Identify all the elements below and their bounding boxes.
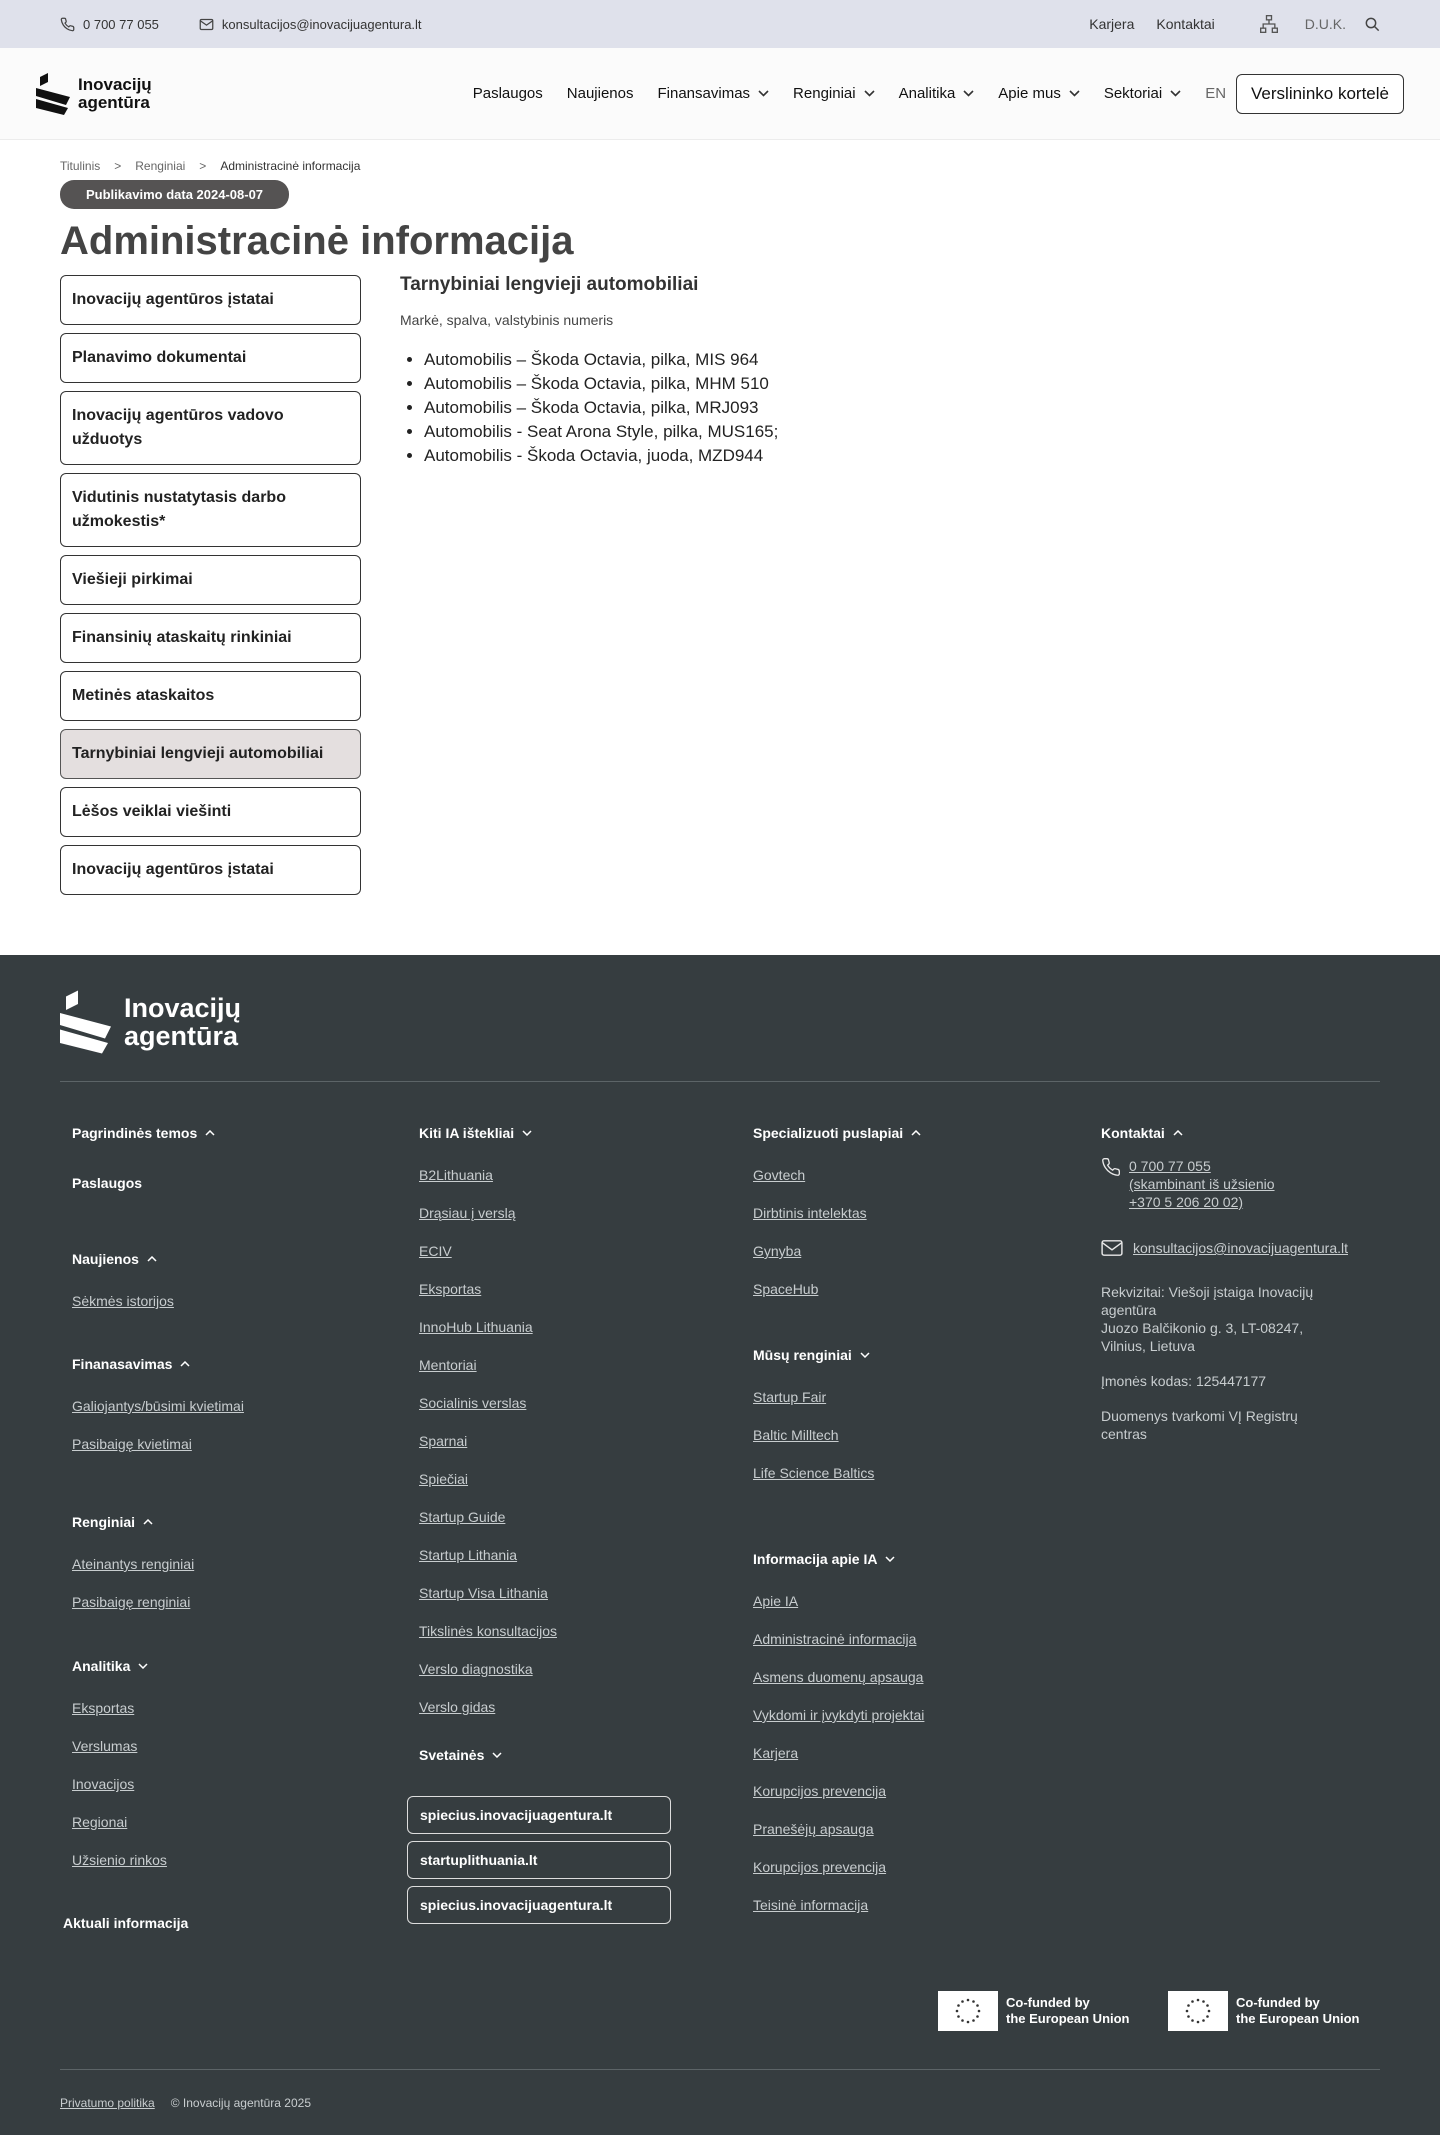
eu-flag-icon [1168, 1991, 1228, 2031]
footer-link[interactable]: Verslo gidas [419, 1699, 496, 1715]
footer-heading-naujienos[interactable] [72, 1251, 157, 1267]
footer-heading-text: Finanasavimas [72, 1356, 173, 1372]
sidebar-item[interactable]: Metinės ataskaitos [60, 671, 361, 721]
vehicle-list [400, 348, 778, 468]
chevron-up-icon [205, 1130, 215, 1136]
footer-link[interactable]: Verslumas [72, 1738, 138, 1754]
chevron-down-icon [522, 1130, 532, 1136]
eu-text [1006, 1995, 1130, 2027]
footer-heading-svetaines[interactable] [419, 1747, 502, 1763]
footer-link[interactable]: Verslo diagnostika [419, 1661, 533, 1677]
footer-link[interactable]: Karjera [753, 1745, 799, 1761]
nav-naujienos[interactable] [567, 85, 634, 102]
article-heading: Tarnybiniai lengvieji automobiliai [400, 274, 699, 295]
footer-heading-musu-renginiai[interactable] [753, 1347, 870, 1363]
logo-text-line2: agentūra [78, 92, 150, 112]
footer-link[interactable]: Startup Lithania [419, 1547, 518, 1563]
footer-email-text: konsultacijos@inovacijuagentura.lt [1133, 1240, 1348, 1256]
footer-link[interactable]: Regionai [72, 1814, 128, 1830]
list-item: • Automobilis – Škoda Octavia, pilka, MIS 964 [424, 348, 778, 372]
footer-phone[interactable] [1101, 1157, 1275, 1211]
language-switch[interactable]: EN [1205, 85, 1227, 102]
chevron-up-icon [1173, 1130, 1183, 1136]
site-link-button[interactable]: spiecius.inovacijuagentura.lt [407, 1886, 671, 1924]
sidebar-item-active[interactable]: Tarnybiniai lengvieji automobiliai [60, 729, 361, 779]
breadcrumb-separator: > [199, 159, 207, 173]
footer-heading-text: Kontaktai [1101, 1125, 1165, 1141]
footer-link[interactable]: Eksportas [419, 1281, 482, 1297]
topbar-faq[interactable]: D.U.K. [1304, 16, 1346, 32]
footer-link[interactable]: Pasibaigę renginiai [72, 1594, 191, 1610]
footer-link[interactable]: Tikslinės konsultacijos [419, 1623, 557, 1639]
publication-date-badge: Publikavimo data 2024-08-07 [60, 180, 289, 209]
article-subtitle: Markė, spalva, valstybinis numeris [400, 312, 614, 328]
rekvizitai-line: Rekvizitai: Viešoji įstaiga Inovacijų [1101, 1284, 1314, 1300]
nav-analitika[interactable] [899, 85, 975, 102]
footer-link[interactable]: SpaceHub [753, 1281, 819, 1297]
rekvizitai-line: Vilnius, Lietuva [1101, 1338, 1195, 1354]
sidebar-item[interactable]: Lėšos veiklai viešinti [60, 787, 361, 837]
phone-icon [1101, 1157, 1121, 1177]
sidebar-item[interactable]: Finansinių ataskaitų rinkiniai [60, 613, 361, 663]
rekvizitai-line: Juozo Balčikonio g. 3, LT-08247, [1101, 1320, 1304, 1336]
footer-link[interactable]: ECIV [419, 1243, 452, 1259]
footer-logo-line2: agentūra [124, 1021, 239, 1051]
registry-line: centras [1101, 1426, 1147, 1442]
footer-link[interactable]: Korupcijos prevencija [753, 1859, 887, 1875]
nav-label: Paslaugos [472, 85, 543, 102]
footer-link[interactable]: Sparnai [419, 1433, 468, 1449]
topbar-link-kontaktai[interactable]: Kontaktai [1156, 16, 1215, 32]
footer-link[interactable]: InnoHub Lithuania [419, 1319, 533, 1335]
site-link-button[interactable]: spiecius.inovacijuagentura.lt [407, 1796, 671, 1834]
footer-company-code: Įmonės kodas: 125447177 [1101, 1373, 1267, 1389]
footer-link[interactable]: Life Science Baltics [753, 1465, 875, 1481]
footer-heading-renginiai[interactable] [72, 1514, 153, 1530]
footer-bottom [60, 2096, 311, 2110]
top-bar [0, 0, 1440, 48]
nav-paslaugos[interactable] [473, 85, 543, 102]
chevron-down-icon [963, 90, 974, 97]
eu-flag-icon [938, 1991, 998, 2031]
breadcrumb-renginiai[interactable]: Renginiai [135, 159, 186, 173]
footer-aktuali-informacija[interactable]: Aktuali informacija [63, 1915, 189, 1931]
nav-label: Analitika [898, 85, 956, 102]
footer-link[interactable]: Pranešėjų apsauga [753, 1821, 874, 1837]
logo-mark-icon [36, 73, 72, 115]
footer-heading-kiti[interactable] [419, 1125, 532, 1141]
eu-text-line1: Co-funded by [1006, 1995, 1090, 2010]
footer-registry [1101, 1407, 1341, 1443]
footer-heading-analitika[interactable] [72, 1658, 148, 1674]
sidebar-item[interactable]: Planavimo dokumentai [60, 333, 361, 383]
search-icon[interactable] [1364, 16, 1380, 32]
footer-link[interactable]: B2Lithuania [419, 1167, 493, 1183]
footer-link-paslaugos[interactable]: Paslaugos [72, 1175, 143, 1191]
footer-heading-informacija[interactable] [753, 1551, 895, 1567]
footer-link[interactable]: Sėkmės istorijos [72, 1293, 174, 1309]
footer-heading-pagrindines[interactable] [72, 1125, 215, 1141]
list-item: • Automobilis – Škoda Octavia, pilka, MHM 510 [424, 372, 778, 396]
sidebar-item[interactable]: Inovacijų agentūros įstatai [60, 845, 361, 895]
mail-icon [199, 17, 214, 32]
footer-heading-text: Mūsų renginiai [753, 1347, 852, 1363]
footer-link[interactable]: Apie IA [753, 1593, 799, 1609]
breadcrumb-current: Administracinė informacija [220, 159, 361, 173]
footer-link[interactable]: Užsienio rinkos [72, 1852, 167, 1868]
copyright: © Inovacijų agentūra 2025 [170, 2096, 311, 2110]
footer-link[interactable]: Dirbtinis intelektas [753, 1205, 867, 1221]
footer-heading-text: Naujienos [72, 1251, 139, 1267]
footer-divider [60, 2069, 1380, 2070]
breadcrumb-separator: > [114, 159, 122, 173]
footer-link[interactable]: Govtech [753, 1167, 806, 1183]
chevron-down-icon [492, 1752, 502, 1758]
chevron-down-icon [860, 1352, 870, 1358]
verslininko-kortele-button[interactable]: Verslininko kortelė [1236, 74, 1404, 114]
footer-link[interactable]: Asmens duomenų apsauga [753, 1669, 924, 1685]
footer-heading-text: Svetainės [419, 1747, 485, 1763]
chevron-up-icon [180, 1361, 190, 1367]
chevron-down-icon [885, 1556, 895, 1562]
sidebar-item[interactable]: Inovacijų agentūros vadovo užduotys [60, 391, 361, 465]
eu-cofunded-logo [938, 1991, 1130, 2031]
logo-text-line1: Inovacijų [78, 74, 152, 94]
nav-sektoriai[interactable] [1104, 85, 1181, 102]
footer-heading-finansavimas[interactable] [72, 1356, 190, 1372]
chevron-down-icon [758, 90, 769, 97]
nav-label: Apie mus [998, 85, 1061, 102]
footer-phone-line3: +370 5 206 20 02) [1129, 1194, 1244, 1210]
footer-link[interactable]: Inovacijos [72, 1776, 135, 1792]
footer-link[interactable]: Spiečiai [419, 1471, 469, 1487]
registry-line: Duomenys tvarkomi VĮ Registrų [1101, 1408, 1298, 1424]
footer-phone-line1: 0 700 77 055 [1129, 1158, 1211, 1174]
footer-link[interactable]: Pasibaigę kvietimai [72, 1436, 192, 1452]
list-item: • Automobilis - Škoda Octavia, juoda, MZD944 [424, 444, 778, 468]
footer-rekvizitai [1101, 1283, 1341, 1355]
footer-heading-text: Pagrindinės temos [72, 1125, 198, 1141]
footer-link[interactable]: Baltic Milltech [753, 1427, 839, 1443]
footer-link[interactable]: Eksportas [72, 1700, 135, 1716]
nav-apie-mus[interactable] [998, 85, 1080, 102]
nav-label: Naujienos [566, 85, 634, 102]
nav-label: Finansavimas [657, 85, 751, 102]
footer-link[interactable]: Korupcijos prevencija [753, 1783, 887, 1799]
nav-finansavimas[interactable] [658, 85, 770, 102]
footer-divider [60, 1081, 1380, 1082]
privacy-policy-link[interactable]: Privatumo politika [60, 2096, 155, 2110]
footer-heading-text: Kiti IA ištekliai [419, 1125, 515, 1141]
chevron-down-icon [138, 1663, 148, 1669]
topbar-phone-text: 0 700 77 055 [83, 16, 159, 32]
nav-label: Renginiai [793, 85, 856, 102]
rekvizitai-line: agentūra [1101, 1302, 1157, 1318]
chevron-up-icon [911, 1130, 921, 1136]
breadcrumb-home[interactable]: Titulinis [60, 159, 101, 173]
mail-icon [1101, 1239, 1123, 1257]
main-content [0, 265, 1440, 895]
list-item: • Automobilis – Škoda Octavia, pilka, MRJ093 [424, 396, 778, 420]
main-nav [449, 74, 1404, 114]
footer-link[interactable]: Startup Guide [419, 1509, 506, 1525]
sidebar-item[interactable]: Vidutinis nustatytasis darbo užmokestis* [60, 473, 361, 547]
footer-logo[interactable] [60, 989, 241, 1055]
footer-link[interactable]: Drąsiau į verslą [419, 1205, 516, 1221]
site-logo[interactable] [36, 73, 152, 115]
footer-link[interactable]: Startup Visa Lithania [419, 1585, 548, 1601]
eu-text-line2: the European Union [1236, 2011, 1360, 2026]
footer-heading-kontaktai[interactable] [1101, 1125, 1183, 1141]
chevron-down-icon [1170, 90, 1181, 97]
site-link-button[interactable]: startuplithuania.lt [407, 1841, 671, 1879]
chevron-down-icon [1069, 90, 1080, 97]
eu-text-line1: Co-funded by [1236, 1995, 1320, 2010]
list-item: • Automobilis - Seat Arona Style, pilka, MUS165; [424, 420, 778, 444]
footer-link[interactable]: Teisinė informacija [753, 1897, 869, 1913]
footer-link[interactable]: Startup Fair [753, 1389, 827, 1405]
sidebar-item[interactable]: Inovacijų agentūros įstatai [60, 275, 361, 325]
eu-text-line2: the European Union [1006, 2011, 1130, 2026]
sidebar-item[interactable]: Viešieji pirkimai [60, 555, 361, 605]
eu-text [1236, 1995, 1360, 2027]
chevron-up-icon [147, 1256, 157, 1262]
topbar-email[interactable] [199, 17, 422, 32]
main-header [0, 48, 1440, 140]
footer-logo-line1: Inovacijų [124, 993, 242, 1023]
footer-link[interactable]: Socialinis verslas [419, 1395, 527, 1411]
topbar-phone[interactable] [60, 17, 159, 32]
article [400, 275, 778, 895]
page-title: Administracinė informacija [60, 219, 574, 263]
phone-icon [60, 17, 75, 32]
nav-label: Sektoriai [1103, 85, 1163, 102]
chevron-up-icon [143, 1519, 153, 1525]
footer-link[interactable]: Mentoriai [419, 1357, 477, 1373]
footer-email[interactable] [1101, 1239, 1348, 1257]
breadcrumb [0, 140, 1440, 174]
topbar-email-text: konsultacijos@inovacijuagentura.lt [221, 16, 422, 32]
footer-heading-text: Specializuoti puslapiai [753, 1125, 904, 1141]
footer-link[interactable]: Ateinantys renginiai [72, 1556, 195, 1572]
footer-link[interactable]: Administracinė informacija [753, 1631, 917, 1647]
footer-heading-text: Renginiai [72, 1514, 136, 1530]
footer-phone-line2: (skambinant iš užsienio [1129, 1176, 1275, 1192]
footer-heading-text: Analitika [72, 1658, 131, 1674]
topbar-link-karjera[interactable]: Karjera [1089, 16, 1135, 32]
footer-link[interactable]: Gynyba [753, 1243, 802, 1259]
footer-heading-text: Informacija apie IA [753, 1551, 878, 1567]
logo-mark-icon [60, 989, 114, 1055]
nav-renginiai[interactable] [793, 85, 875, 102]
chevron-down-icon [864, 90, 875, 97]
eu-cofunded-logo [1168, 1991, 1360, 2031]
sidebar [60, 275, 361, 895]
footer-link[interactable]: Vykdomi ir įvykdyti projektai [753, 1707, 925, 1723]
footer-link[interactable]: Galiojantys/būsimi kvietimai [72, 1398, 244, 1414]
footer-heading-specializuoti[interactable] [753, 1125, 921, 1141]
sitemap-icon[interactable] [1259, 14, 1279, 34]
footer [0, 955, 1440, 2135]
